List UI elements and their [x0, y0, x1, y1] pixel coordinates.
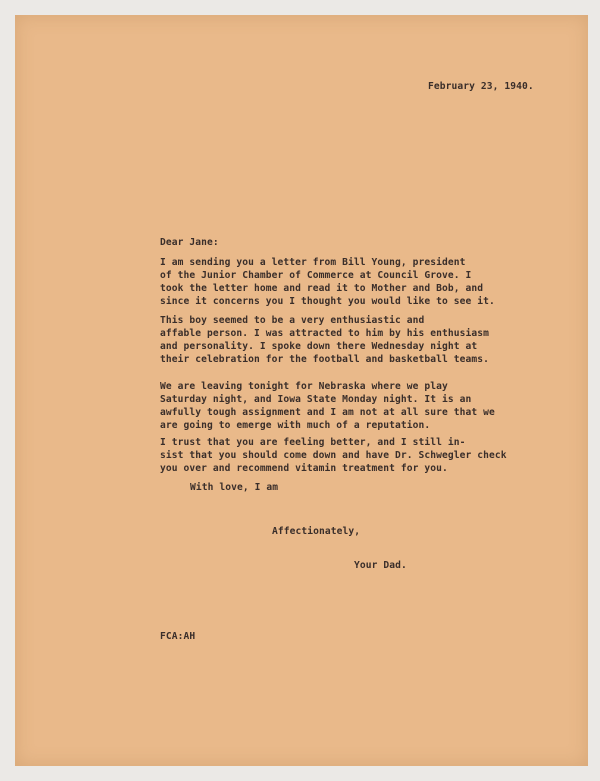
paragraph-line: I am sending you a letter from Bill Young, president	[160, 257, 466, 268]
paragraph-3	[160, 380, 495, 432]
paragraph-1	[160, 256, 495, 308]
paragraph-line: since it concerns you I thought you would like to see it.	[160, 296, 495, 307]
letter-date: February 23, 1940.	[428, 81, 534, 92]
paragraph-line: their celebration for the football and basketball teams.	[160, 354, 490, 365]
paragraph-line: took the letter home and read it to Mother and Bob, and	[160, 283, 484, 294]
paragraph-line: awfully tough assignment and I am not at all sure that we	[160, 407, 495, 418]
paragraph-4	[160, 436, 507, 475]
paragraph-line: We are leaving tonight for Nebraska where we play	[160, 381, 448, 392]
paragraph-2	[160, 314, 489, 366]
paragraph-line: are going to emerge with much of a reputation.	[160, 420, 431, 431]
paragraph-line: affable person. I was attracted to him by his enthusiasm	[160, 328, 490, 339]
paragraph-line: of the Junior Chamber of Commerce at Council Grove. I	[160, 270, 472, 281]
paragraph-line: Saturday night, and Iowa State Monday night. It is an	[160, 394, 472, 405]
closing-line: With love, I am	[190, 482, 279, 493]
paragraph-line: sist that you should come down and have Dr. Schwegler check	[160, 450, 507, 461]
paragraph-line: and personality. I spoke down there Wednesday night at	[160, 341, 478, 352]
paragraph-line: you over and recommend vitamin treatment for you.	[160, 463, 448, 474]
complimentary-close: Affectionately,	[272, 526, 361, 537]
paragraph-line: I trust that you are feeling better, and I still in-	[160, 437, 466, 448]
reference-initials: FCA:AH	[160, 631, 196, 642]
salutation: Dear Jane:	[160, 237, 219, 248]
signature: Your Dad.	[354, 560, 407, 571]
paragraph-line: This boy seemed to be a very enthusiastic and	[160, 315, 425, 326]
